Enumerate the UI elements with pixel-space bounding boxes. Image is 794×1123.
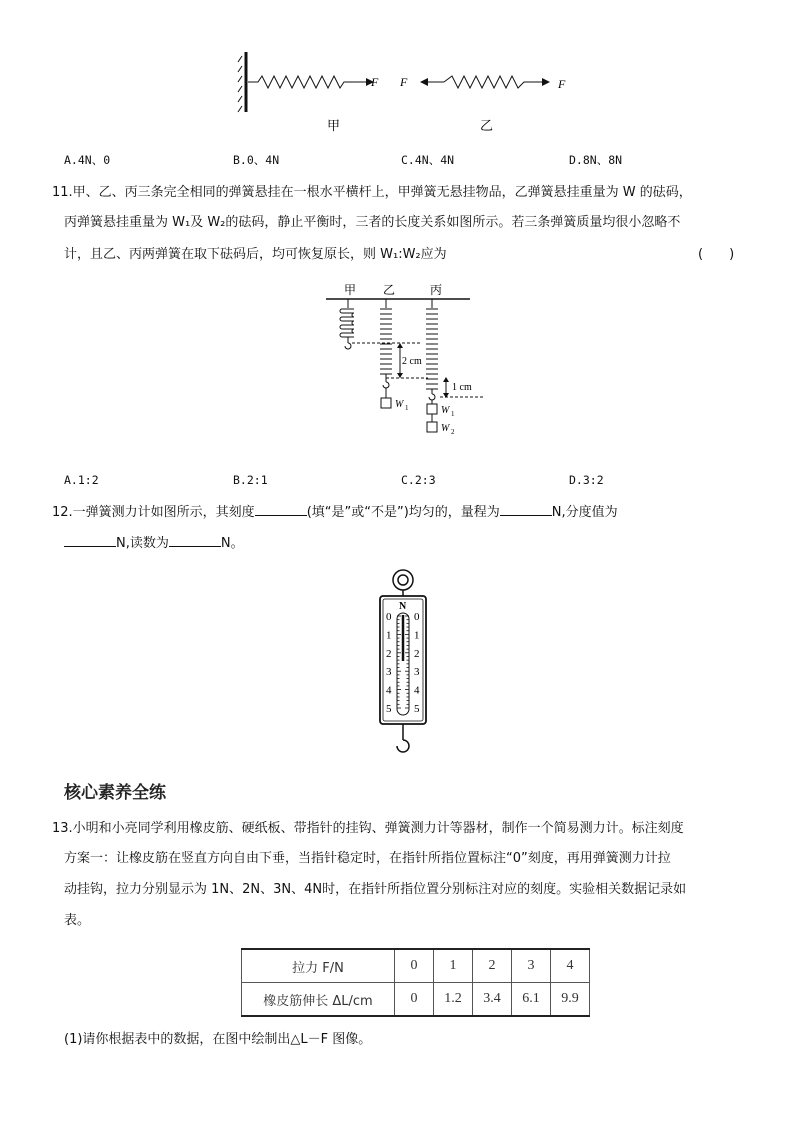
spring-jia xyxy=(340,299,354,349)
q13-line2: 方案一：让橡皮筋在竖直方向自由下垂，当指针稳定时，在指针所指位置标注“0”刻度，再用弹簧测力计拉 xyxy=(64,851,671,866)
q11-option-d[interactable]: D.3:2 xyxy=(569,473,604,487)
data-table xyxy=(241,948,590,1017)
q11-option-c[interactable]: C.2:3 xyxy=(401,473,436,487)
table-cell: 2 xyxy=(473,949,512,983)
arrow-right-icon xyxy=(542,78,550,86)
tick-label: 0 xyxy=(386,611,392,623)
q12-text: N,读数为 xyxy=(116,536,169,551)
arrow-left-icon xyxy=(420,78,428,86)
tick-label: 2 xyxy=(414,647,420,660)
q11-option-a[interactable]: A.1:2 xyxy=(64,473,99,487)
q12-text: N。 xyxy=(220,536,244,551)
tick-label: 1 xyxy=(414,629,420,642)
q13-line3: 动挂钩，拉力分别显示为 1N、2N、3N、4N时，在指针所指位置分别标注对应的刻度。实验相关数据记录如 xyxy=(64,882,687,897)
q12-text: 12.一弹簧测力计如图所示，其刻度 xyxy=(52,505,255,520)
table-row xyxy=(242,983,590,1017)
table-cell: 1.2 xyxy=(434,983,473,1017)
weight-w1-label: W xyxy=(395,399,404,410)
row-header: 橡皮筋伸长 ΔL/cm xyxy=(242,983,395,1017)
q12-line2 xyxy=(64,532,244,554)
q12-text: N,分度值为 xyxy=(551,505,618,520)
blank-range[interactable] xyxy=(500,501,552,516)
q12-text: (填“是”或“不是”)均匀的，量程为 xyxy=(306,505,500,520)
q10-option-a[interactable]: A.4N、0 xyxy=(64,153,111,167)
label-jia: 甲 xyxy=(327,118,341,133)
section-title: 核心素养全练 xyxy=(64,783,166,803)
blank-division[interactable] xyxy=(64,532,116,547)
force-label: F xyxy=(400,75,408,89)
tick-label: 3 xyxy=(386,666,392,679)
force-label: F xyxy=(371,75,379,89)
q11-line2: 丙弹簧悬挂重量为 W₁及 W₂的砝码，静止平衡时，三者的长度关系如图所示。若三条弹簧质量均很小忽略不 xyxy=(64,215,681,230)
q10-spring-figure xyxy=(230,46,580,146)
row-header: 拉力 F/N xyxy=(242,949,395,983)
weight-w2-label: W xyxy=(441,423,450,434)
unit-label: N xyxy=(399,601,407,612)
q13-sub1: (1)请你根据表中的数据，在图中绘制出△L－F 图像。 xyxy=(64,1032,372,1047)
tick-label: 2 xyxy=(386,647,392,660)
blank-uniform[interactable] xyxy=(255,501,307,516)
label-yi: 乙 xyxy=(480,118,494,133)
table-cell: 6.1 xyxy=(512,983,551,1017)
table-cell: 9.9 xyxy=(551,983,590,1017)
q12-line1 xyxy=(52,501,618,523)
q13-line4: 表。 xyxy=(64,913,91,928)
tick-label: 3 xyxy=(414,666,420,679)
table-cell: 3 xyxy=(512,949,551,983)
q11-springs-figure xyxy=(320,282,500,452)
q11-line3: 计，且乙、丙两弹簧在取下砝码后，均可恢复原长，则 W₁:W₂应为 xyxy=(64,247,447,262)
q10-option-d[interactable]: D.8N、8N xyxy=(569,153,623,167)
table-cell: 0 xyxy=(395,983,434,1017)
tick-label: 1 xyxy=(386,629,392,642)
weight-w1-label: W xyxy=(441,405,450,416)
table-cell: 0 xyxy=(395,949,434,983)
distance-1cm: 1 cm xyxy=(452,382,472,393)
table-row xyxy=(242,949,590,983)
tick-label: 4 xyxy=(414,684,420,697)
tick-label: 0 xyxy=(414,611,420,623)
table-cell: 3.4 xyxy=(473,983,512,1017)
spring-yi xyxy=(444,76,542,88)
q13-line1: 13.小明和小亮同学利用橡皮筋、硬纸板、带指针的挂钩、弹簧测力计等器材，制作一个简易测力计。标注刻度 xyxy=(52,821,684,836)
table-cell: 4 xyxy=(551,949,590,983)
subscript: 1 xyxy=(405,404,409,412)
label-yi: 乙 xyxy=(383,283,396,297)
q10-option-b[interactable]: B.0、4N xyxy=(233,153,280,167)
spring-scale-figure xyxy=(370,568,436,762)
tick-label: 5 xyxy=(414,703,420,715)
tick-label: 5 xyxy=(386,703,392,715)
subscript: 1 xyxy=(451,410,455,418)
spring-jia xyxy=(248,76,358,88)
q11-line1: 11.甲、乙、丙三条完全相同的弹簧悬挂在一根水平横杆上，甲弹簧无悬挂物品，乙弹簧悬挂重量为 W 的砝码， xyxy=(52,185,692,200)
spring-yi xyxy=(380,299,392,408)
q10-option-c[interactable]: C.4N、4N xyxy=(401,153,455,167)
answer-paren[interactable]: ( ) xyxy=(698,247,735,262)
tick-label: 4 xyxy=(386,684,392,697)
subscript: 2 xyxy=(451,428,455,436)
spring-bing xyxy=(426,299,438,432)
force-label: F xyxy=(558,77,566,91)
table-cell: 1 xyxy=(434,949,473,983)
label-bing: 丙 xyxy=(430,283,443,297)
label-jia: 甲 xyxy=(344,283,357,297)
distance-2cm: 2 cm xyxy=(402,356,422,367)
blank-reading[interactable] xyxy=(169,532,221,547)
q11-option-b[interactable]: B.2:1 xyxy=(233,473,268,487)
